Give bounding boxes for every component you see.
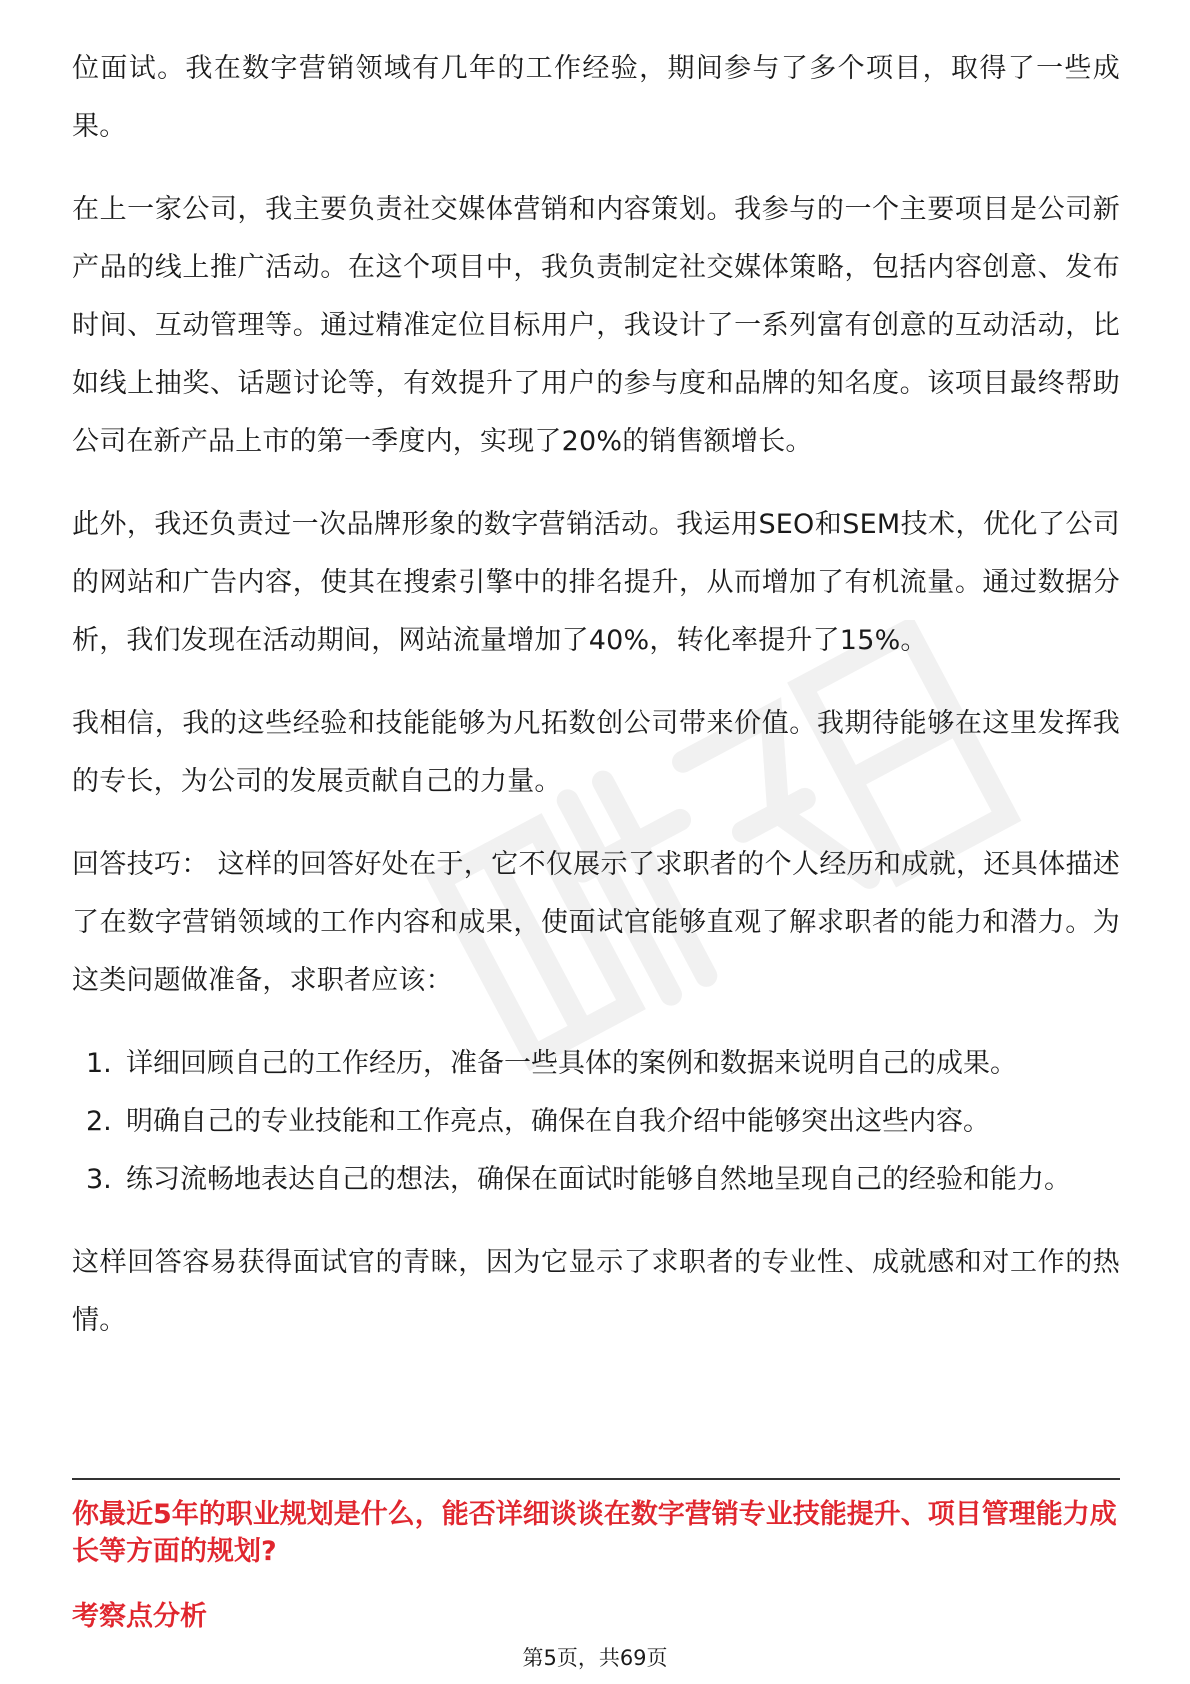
list-item-text: 练习流畅地表达自己的想法，确保在面试时能够自然地呈现自己的经验和能力。 [126, 1164, 1071, 1195]
paragraph-text: 位面试。我在数字营销领域有几年的工作经验，期间参与了多个项目，取得了一些成果。 [72, 53, 1120, 142]
main-content [72, 40, 1120, 1375]
list-item-number: 2. [86, 1106, 112, 1137]
page-footer: 第5页，共69页 [522, 1646, 668, 1670]
next-question-title: 你最近5年的职业规划是什么，能否详细谈谈在数字营销专业技能提升、项目管理能力成长等方面的规划? [72, 1499, 1117, 1567]
paragraph-text: 此外，我还负责过一次品牌形象的数字营销活动。我运用SEO和SEM技术，优化了公司的网站和广告内容，使其在搜索引擎中的排名提升，从而增加了有机流量。通过数据分析，我们发现在活动期间，网站流量增加了40%，转化率提升了15%。 [72, 509, 1120, 656]
list-item [72, 1151, 1120, 1209]
list-item-text: 详细回顾自己的工作经历，准备一些具体的案例和数据来说明自己的成果。 [126, 1048, 1017, 1079]
answer-paragraph-2 [72, 181, 1120, 471]
paragraph-text: 这样回答容易获得面试官的青睐，因为它显示了求职者的专业性、成就感和对工作的热情。 [72, 1247, 1120, 1336]
list-item-number: 3. [86, 1164, 112, 1195]
closing-paragraph [72, 1234, 1120, 1350]
list-item-text: 明确自己的专业技能和工作亮点，确保在自我介绍中能够突出这些内容。 [126, 1106, 990, 1137]
list-item [72, 1035, 1120, 1093]
answer-paragraph-4 [72, 695, 1120, 811]
analysis-heading: 考察点分析 [72, 1601, 207, 1632]
list-item [72, 1093, 1120, 1151]
tips-list [72, 1035, 1120, 1209]
paragraph-text: 我相信，我的这些经验和技能能够为凡拓数创公司带来价值。我期待能够在这里发挥我的专长，为公司的发展贡献自己的力量。 [72, 708, 1120, 797]
paragraph-text: 在上一家公司，我主要负责社交媒体营销和内容策划。我参与的一个主要项目是公司新产品的线上推广活动。在这个项目中，我负责制定社交媒体策略，包括内容创意、发布时间、互动管理等。通过精准定位目标用户，我设计了一系列富有创意的互动活动，比如线上抽奖、话题讨论等，有效提升了用户的参与度和品牌的知名度。该项目最终帮助公司在新产品上市的第一季度内，实现了20%的销售额增长。 [72, 194, 1120, 457]
answer-tips-paragraph [72, 836, 1120, 1010]
answer-paragraph-3 [72, 496, 1120, 670]
answer-paragraph-1 [72, 40, 1120, 156]
paragraph-text: 回答技巧： 这样的回答好处在于，它不仅展示了求职者的个人经历和成就，还具体描述了在数字营销领域的工作内容和成果，使面试官能够直观了解求职者的能力和潜力。为这类问题做准备，求职者应该： [72, 849, 1120, 996]
section-divider [72, 1478, 1120, 1480]
list-item-number: 1. [86, 1048, 112, 1079]
